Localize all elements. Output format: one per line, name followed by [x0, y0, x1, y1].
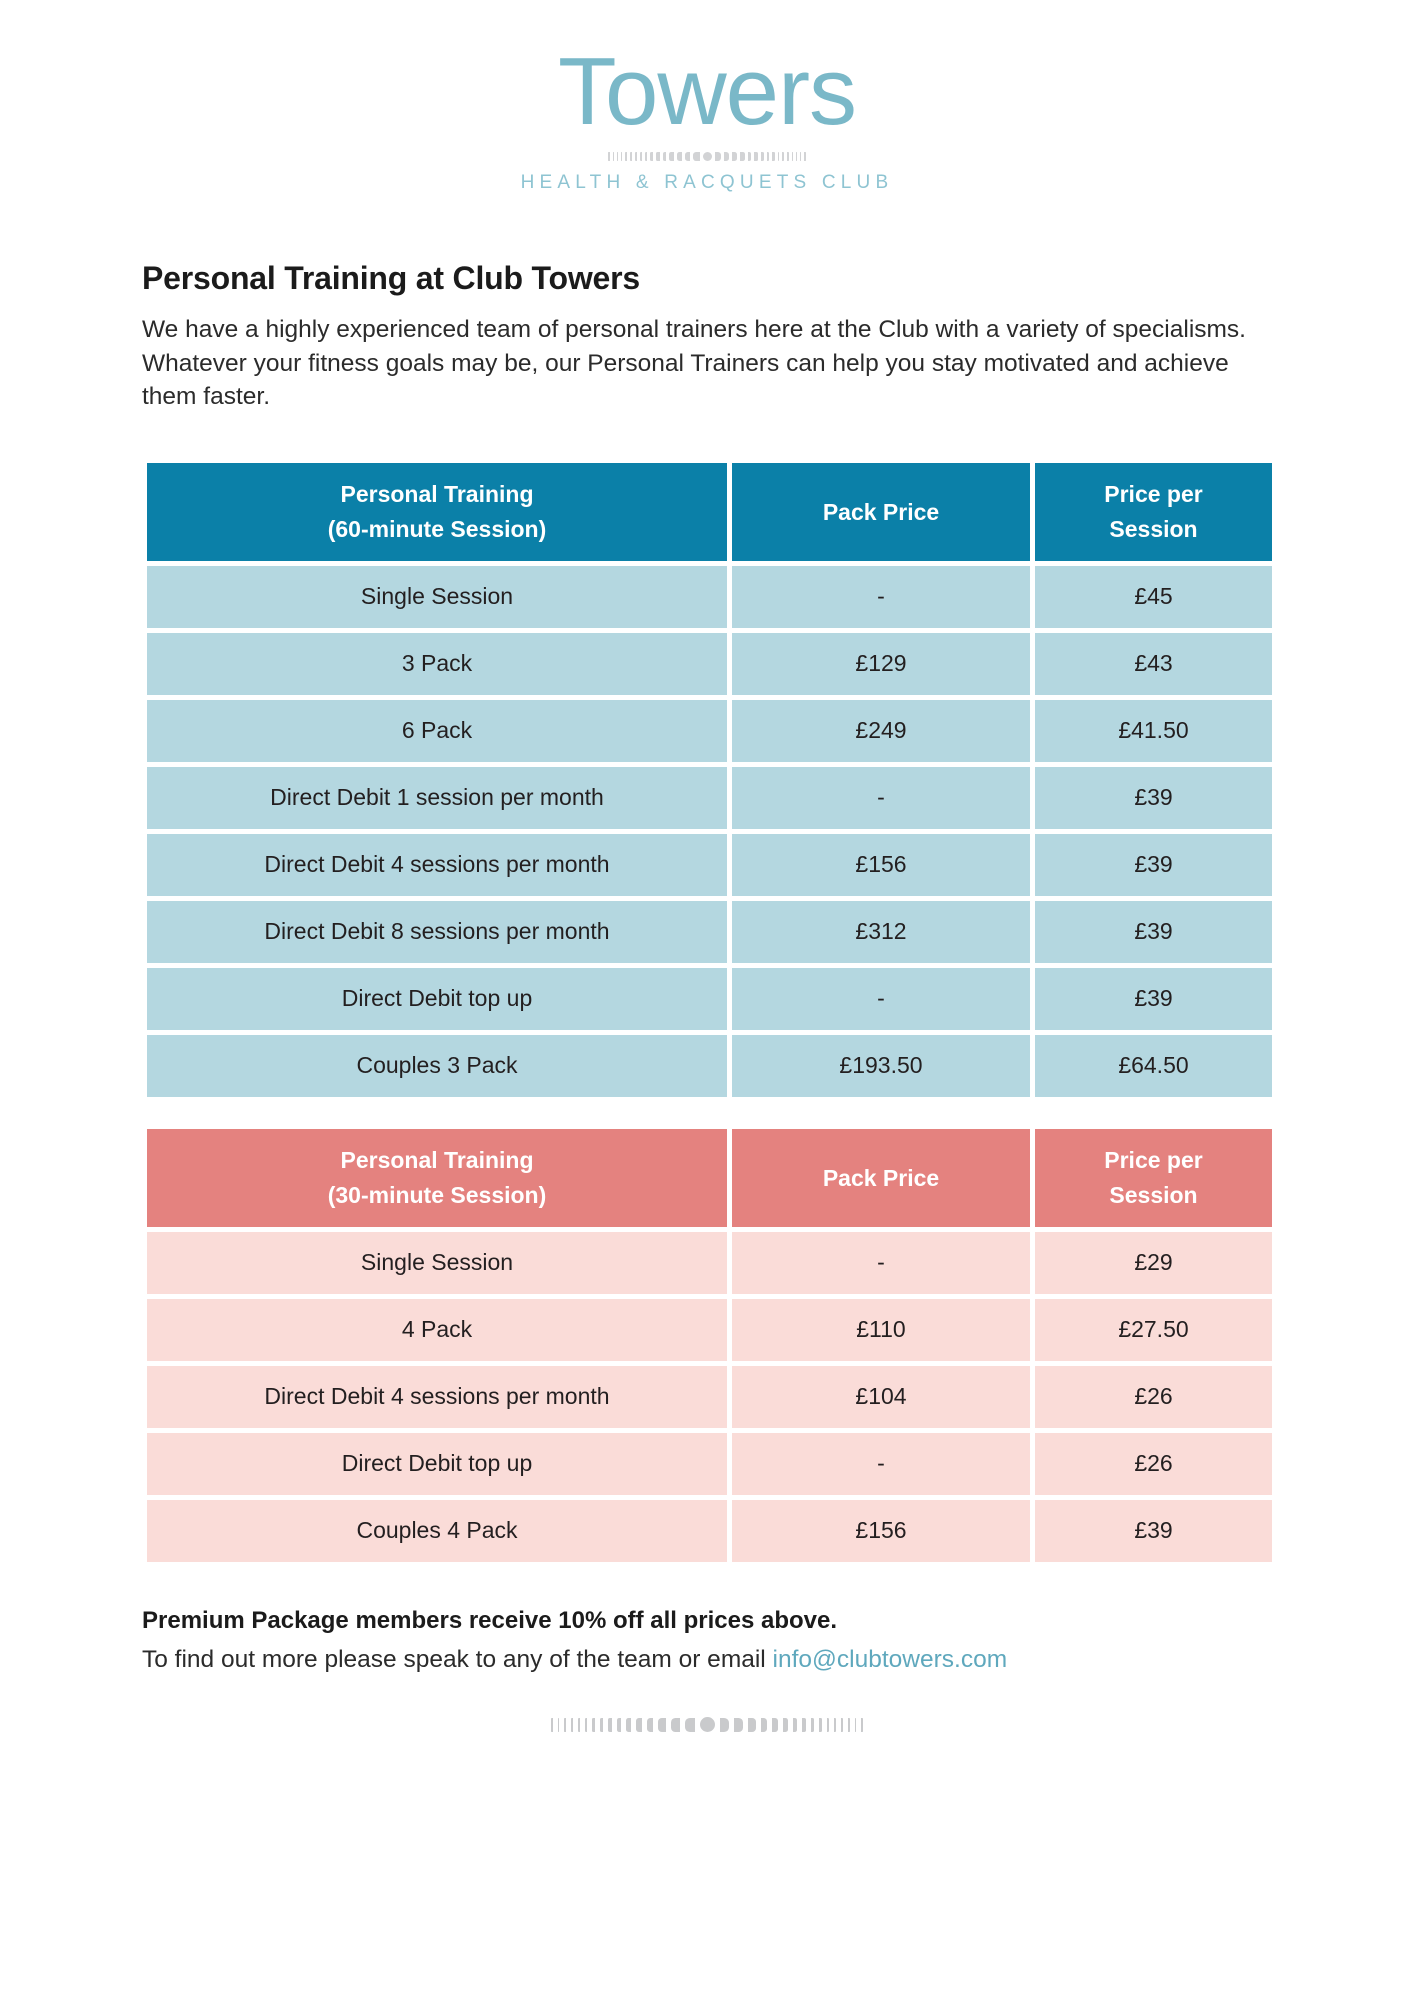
cell-programme: 4 Pack	[147, 1299, 727, 1361]
rule-tick	[793, 1718, 797, 1732]
cell-price-per-session: £41.50	[1035, 700, 1272, 762]
rule-tick	[827, 1718, 829, 1732]
cell-pack-price: £312	[732, 901, 1030, 963]
rule-tick	[811, 1718, 814, 1732]
table-row	[147, 1500, 1272, 1562]
rule-tick	[585, 1718, 587, 1732]
rule-tick	[645, 152, 648, 161]
cell-pack-price: £156	[732, 1500, 1030, 1562]
rule-tick	[724, 152, 730, 161]
cell-price-per-session: £39	[1035, 1500, 1272, 1562]
header-line-1: Price per	[1104, 1147, 1203, 1174]
rule-tick	[677, 152, 682, 161]
page-title: Personal Training at Club Towers	[142, 260, 640, 297]
header-line-1: Personal Training	[340, 1147, 534, 1174]
cell-pack-price: -	[732, 1433, 1030, 1495]
cell-programme: 3 Pack	[147, 633, 727, 695]
rule-tick	[800, 152, 801, 161]
rule-tick	[650, 152, 653, 161]
cell-price-per-session: £64.50	[1035, 1035, 1272, 1097]
cell-pack-price: £110	[732, 1299, 1030, 1361]
rule-tick	[685, 1718, 695, 1732]
table-row	[147, 901, 1272, 963]
rule-tick	[640, 152, 642, 161]
cell-programme: Direct Debit 4 sessions per month	[147, 1366, 727, 1428]
cell-programme: Couples 3 Pack	[147, 1035, 727, 1097]
rule-tick	[732, 152, 737, 161]
club-logo	[0, 0, 1414, 194]
cell-pack-price: -	[732, 566, 1030, 628]
cell-pack-price: £104	[732, 1366, 1030, 1428]
rule-tick	[782, 152, 784, 161]
cell-price-per-session: £26	[1035, 1366, 1272, 1428]
cell-price-per-session: £39	[1035, 901, 1272, 963]
header-cell-price-per-session	[1035, 463, 1272, 561]
table-row	[147, 1232, 1272, 1294]
logo-dot-rule	[0, 149, 1414, 163]
rule-tick	[804, 152, 805, 161]
rule-tick	[558, 1718, 560, 1732]
cell-programme: Couples 4 Pack	[147, 1500, 727, 1562]
rule-tick	[761, 152, 764, 161]
table-row	[147, 700, 1272, 762]
rule-tick	[685, 152, 691, 161]
rule-tick	[740, 152, 744, 161]
premium-discount-note: Premium Package members receive 10% off all prices above.	[142, 1606, 838, 1634]
rule-tick	[658, 1718, 666, 1732]
rule-tick	[772, 152, 774, 161]
rule-tick	[671, 1718, 680, 1732]
pricing-table-30-minute	[142, 1124, 1277, 1567]
rule-tick	[621, 152, 622, 161]
rule-tick	[608, 152, 609, 161]
table-row	[147, 767, 1272, 829]
rule-tick	[669, 152, 673, 161]
cell-price-per-session: £39	[1035, 834, 1272, 896]
content-area	[0, 260, 1414, 1736]
rule-tick	[787, 152, 789, 161]
cell-pack-price: -	[732, 968, 1030, 1030]
table-row	[147, 1366, 1272, 1428]
rule-tick	[748, 1718, 756, 1732]
rule-tick	[783, 1718, 788, 1732]
contact-line	[142, 1646, 1272, 1674]
table-header-row	[147, 1129, 1272, 1227]
rule-tick	[767, 152, 770, 161]
rule-tick	[630, 152, 632, 161]
rule-tick	[635, 152, 637, 161]
header-cell-pack-price: Pack Price	[732, 463, 1030, 561]
table-row	[147, 633, 1272, 695]
contact-line-prefix: To find out more please speak to any of the team or email	[142, 1645, 773, 1673]
cell-programme: Direct Debit 4 sessions per month	[147, 834, 727, 896]
rule-tick	[772, 1718, 778, 1732]
cell-price-per-session: £26	[1035, 1433, 1272, 1495]
cell-programme: Direct Debit top up	[147, 1433, 727, 1495]
rule-tick	[551, 1718, 553, 1732]
rule-tick	[693, 152, 699, 161]
table-row	[147, 566, 1272, 628]
table-row	[147, 1035, 1272, 1097]
table-header-row	[147, 463, 1272, 561]
rule-tick	[855, 1718, 857, 1732]
rule-tick	[571, 1718, 573, 1732]
header-line-2: Session	[1109, 515, 1198, 542]
rule-tick	[754, 152, 757, 161]
rule-tick	[720, 1718, 730, 1732]
rule-tick	[778, 152, 780, 161]
rule-tick	[636, 1718, 642, 1732]
cell-pack-price: -	[732, 1232, 1030, 1294]
cell-programme: Single Session	[147, 566, 727, 628]
header-line-2: (60-minute Session)	[327, 515, 547, 542]
rule-tick	[617, 152, 618, 161]
cell-pack-price: -	[732, 767, 1030, 829]
intro-paragraph: We have a highly experienced team of personal trainers here at the Club with a variety of specialisms. Whatever your fitness goals may be, our Personal Trainers can help you stay motivated and achieve them faster.	[142, 316, 1246, 411]
rule-tick	[796, 152, 797, 161]
pricing-table-60-minute	[142, 458, 1277, 1102]
rule-tick	[792, 152, 793, 161]
rule-tick	[626, 1718, 631, 1732]
rule-tick	[608, 1718, 612, 1732]
cell-price-per-session: £27.50	[1035, 1299, 1272, 1361]
cell-programme: Direct Debit top up	[147, 968, 727, 1030]
cell-price-per-session: £39	[1035, 968, 1272, 1030]
cell-price-per-session: £43	[1035, 633, 1272, 695]
table-row	[147, 1299, 1272, 1361]
header-line-2: Session	[1109, 1181, 1198, 1208]
logo-tagline: HEALTH & RACQUETS CLUB	[520, 172, 894, 194]
header-line-1: Personal Training	[340, 481, 534, 508]
header-line-1: Price per	[1104, 481, 1203, 508]
logo-wordmark: Towers	[557, 38, 857, 145]
rule-tick	[841, 1718, 843, 1732]
cell-price-per-session: £45	[1035, 566, 1272, 628]
rule-tick	[734, 1718, 743, 1732]
rule-tick	[592, 1718, 595, 1732]
cell-pack-price: £129	[732, 633, 1030, 695]
cell-programme: 6 Pack	[147, 700, 727, 762]
table-row	[147, 1433, 1272, 1495]
cell-programme: Direct Debit 8 sessions per month	[147, 901, 727, 963]
rule-tick	[625, 152, 627, 161]
rule-tick	[564, 1718, 566, 1732]
header-line-2: (30-minute Session)	[327, 1181, 547, 1208]
table-row	[147, 968, 1272, 1030]
rule-tick	[663, 152, 667, 161]
cell-programme: Single Session	[147, 1232, 727, 1294]
rule-tick	[600, 1718, 603, 1732]
cell-pack-price: £156	[732, 834, 1030, 896]
cell-pack-price: £249	[732, 700, 1030, 762]
rule-tick	[617, 1718, 621, 1732]
rule-tick	[802, 1718, 806, 1732]
header-cell-programme	[147, 1129, 727, 1227]
footer-dot-rule	[142, 1714, 1272, 1736]
header-cell-programme	[147, 463, 727, 561]
cell-programme: Direct Debit 1 session per month	[147, 767, 727, 829]
rule-tick	[613, 152, 614, 161]
table-row	[147, 834, 1272, 896]
cell-pack-price: £193.50	[732, 1035, 1030, 1097]
header-cell-price-per-session	[1035, 1129, 1272, 1227]
rule-tick	[861, 1718, 863, 1732]
rule-tick	[748, 152, 752, 161]
rule-tick	[834, 1718, 836, 1732]
cell-price-per-session: £29	[1035, 1232, 1272, 1294]
rule-tick	[578, 1718, 580, 1732]
rule-orb	[700, 1717, 715, 1732]
rule-tick	[848, 1718, 850, 1732]
rule-tick	[647, 1718, 654, 1732]
rule-tick	[819, 1718, 822, 1732]
cell-price-per-session: £39	[1035, 767, 1272, 829]
rule-tick	[761, 1718, 768, 1732]
header-cell-pack-price: Pack Price	[732, 1129, 1030, 1227]
rule-tick	[715, 152, 721, 161]
email-link[interactable]: info@clubtowers.com	[772, 1645, 1008, 1673]
rule-tick	[656, 152, 659, 161]
rule-orb	[703, 152, 712, 161]
